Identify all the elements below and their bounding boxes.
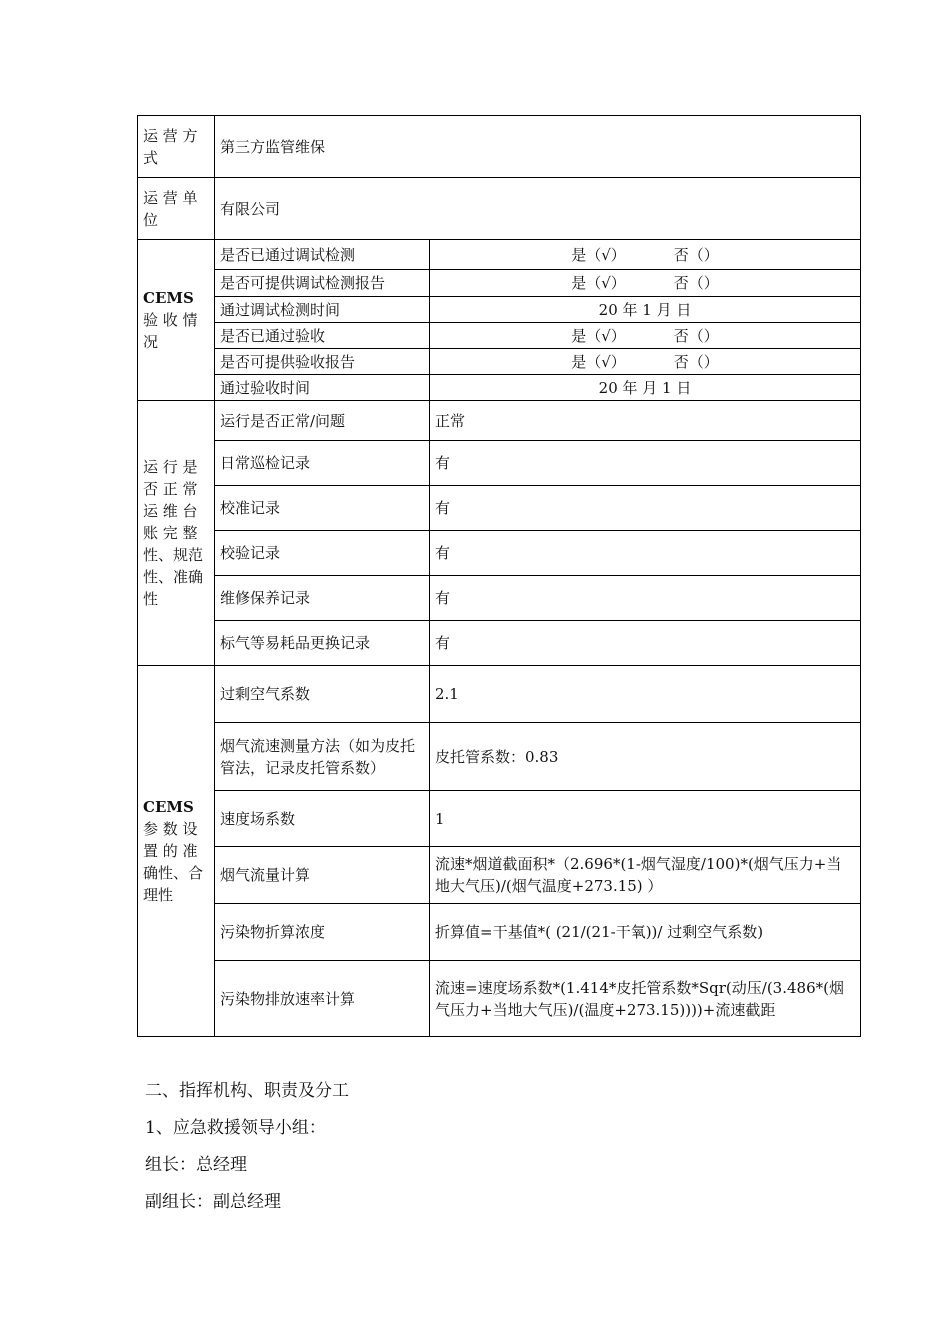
table-row xyxy=(138,723,861,791)
param-item-label: 速度场系数 xyxy=(215,791,430,847)
operation-item-value: 有 xyxy=(430,441,861,486)
table-row xyxy=(138,375,861,401)
table-row xyxy=(138,240,861,270)
acceptance-date-value: 20 年 1 月 日 xyxy=(430,297,861,323)
acceptance-item-label: 通过调试检测时间 xyxy=(215,297,430,323)
operation-item-label: 校准记录 xyxy=(215,486,430,531)
table-row xyxy=(138,401,861,441)
no-option: 否（） xyxy=(673,274,719,292)
operation-item-value: 正常 xyxy=(430,401,861,441)
table-row xyxy=(138,323,861,349)
operation-item-label: 日常巡检记录 xyxy=(215,441,430,486)
table-row xyxy=(138,116,861,178)
inspection-table xyxy=(137,115,861,1037)
table-row xyxy=(138,297,861,323)
param-item-value: 流速=速度场系数*(1.414*皮托管系数*Sqr(动压/(3.486*(烟气压力+当地大气压)/(温度+273.15))))+流速截距 xyxy=(430,961,861,1037)
no-option: 否（） xyxy=(673,245,719,264)
table-row xyxy=(138,621,861,666)
table-row xyxy=(138,441,861,486)
leader-line: 组长：总经理 xyxy=(145,1155,247,1175)
acceptance-item-value xyxy=(430,323,861,349)
param-item-value: 1 xyxy=(430,791,861,847)
operation-item-label: 校验记录 xyxy=(215,531,430,576)
table-row xyxy=(138,531,861,576)
section-heading: 二、指挥机构、职责及分工 xyxy=(145,1081,349,1101)
param-item-label: 污染物排放速率计算 xyxy=(215,961,430,1037)
acceptance-date-value: 20 年 月 1 日 xyxy=(430,375,861,401)
param-item-value: 2.1 xyxy=(430,666,861,723)
acceptance-item-value xyxy=(430,349,861,375)
subsection-heading: 1、应急救援领导小组： xyxy=(145,1118,326,1138)
acceptance-item-label: 是否已通过验收 xyxy=(215,323,430,349)
table-row xyxy=(138,847,861,904)
acceptance-title: 验 收 情 况 xyxy=(143,311,198,351)
param-item-value: 折算值=干基值*( (21/(21-干氧))/ 过剩空气系数) xyxy=(430,904,861,961)
acceptance-item-label: 是否可提供调试检测报告 xyxy=(215,270,430,297)
table-row xyxy=(138,666,861,723)
param-item-value: 流速*烟道截面积*（2.696*(1-烟气湿度/100)*(烟气压力+当地大气压)/(烟气温度+273.15) ） xyxy=(430,847,861,904)
operation-section-label: 运 行 是 否 正 常 运 维 台 账 完 整 性、规范性、准确性 xyxy=(138,401,215,666)
operation-mode-label: 运 营 方 式 xyxy=(138,116,215,178)
table-row xyxy=(138,576,861,621)
acceptance-item-label: 通过验收时间 xyxy=(215,375,430,401)
params-cems: CEMS xyxy=(143,798,194,816)
deputy-line: 副组长：副总经理 xyxy=(145,1192,281,1212)
yes-option: 是（√） xyxy=(571,326,626,345)
no-option: 否（） xyxy=(673,352,719,371)
table-row xyxy=(138,178,861,240)
operation-item-value: 有 xyxy=(430,621,861,666)
operator-value: 有限公司 xyxy=(215,178,861,240)
operator-label: 运 营 单 位 xyxy=(138,178,215,240)
param-item-value: 皮托管系数：0.83 xyxy=(430,723,861,791)
acceptance-section-label xyxy=(138,240,215,401)
yes-option: 是（√） xyxy=(571,245,626,264)
operation-item-value: 有 xyxy=(430,576,861,621)
table-row xyxy=(138,961,861,1037)
acceptance-item-value xyxy=(430,240,861,270)
params-section-label xyxy=(138,666,215,1037)
param-item-label: 过剩空气系数 xyxy=(215,666,430,723)
operation-item-label: 维修保养记录 xyxy=(215,576,430,621)
table-row xyxy=(138,791,861,847)
acceptance-item-value xyxy=(430,270,861,297)
table-row xyxy=(138,349,861,375)
acceptance-item-label: 是否可提供验收报告 xyxy=(215,349,430,375)
params-title: 参 数 设 置 的 准 确性、合 理性 xyxy=(143,820,204,904)
acceptance-item-label: 是否已通过调试检测 xyxy=(215,240,430,270)
operation-mode-value: 第三方监管维保 xyxy=(215,116,861,178)
param-item-label: 污染物折算浓度 xyxy=(215,904,430,961)
no-option: 否（） xyxy=(673,326,719,345)
param-item-label: 烟气流速测量方法（如为皮托管法，记录皮托管系数） xyxy=(215,723,430,791)
operation-item-value: 有 xyxy=(430,531,861,576)
operation-item-value: 有 xyxy=(430,486,861,531)
table-row xyxy=(138,270,861,297)
yes-option: 是（√） xyxy=(571,274,626,292)
table-row xyxy=(138,486,861,531)
operation-item-label: 标气等易耗品更换记录 xyxy=(215,621,430,666)
table-row xyxy=(138,904,861,961)
acceptance-cems: CEMS xyxy=(143,289,194,307)
yes-option: 是（√） xyxy=(571,352,626,371)
operation-item-label: 运行是否正常/问题 xyxy=(215,401,430,441)
param-item-label: 烟气流量计算 xyxy=(215,847,430,904)
